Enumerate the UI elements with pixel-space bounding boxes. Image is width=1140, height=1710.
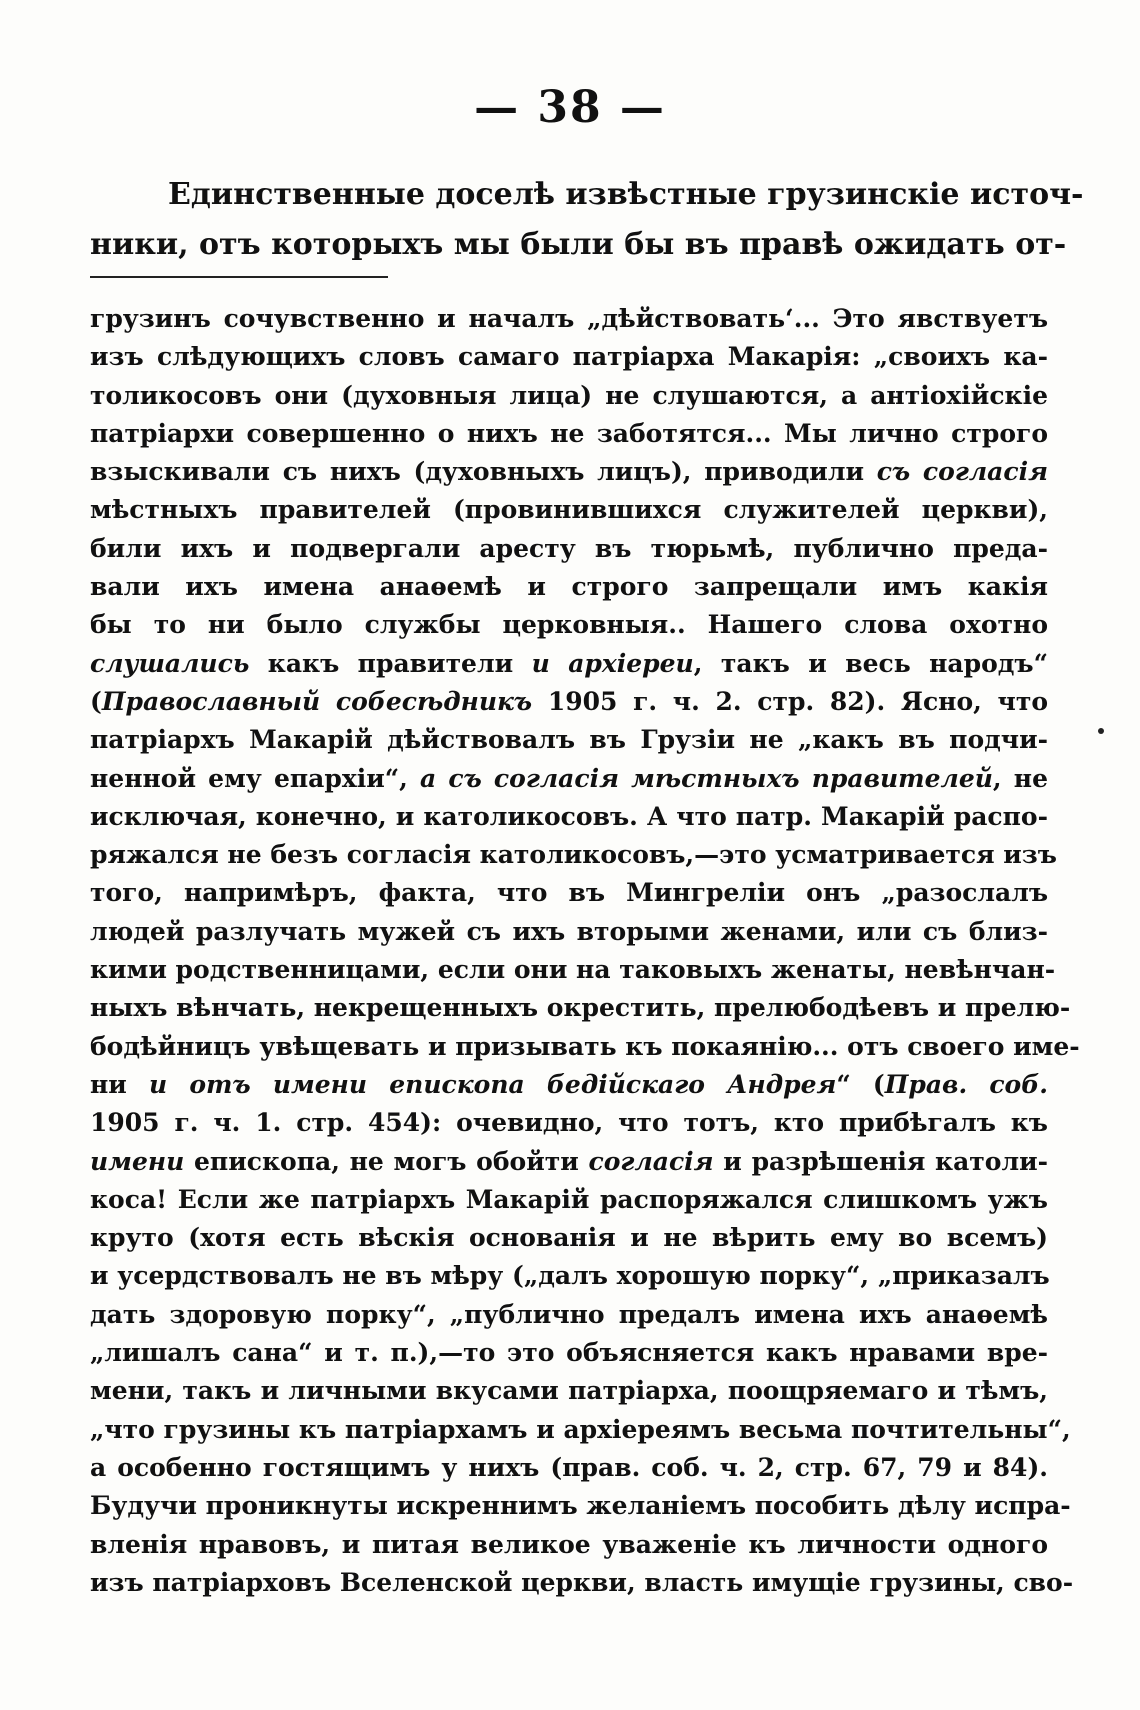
text-run: и усердствовалъ не въ мѣру („далъ хорошую порку“, „приказалъ <box>90 1261 1050 1291</box>
text-run: , не <box>992 763 1048 793</box>
text-line <box>90 989 1071 1027</box>
text-line <box>90 1066 1048 1104</box>
text-line <box>90 338 1048 376</box>
text-run: и разрѣшенія католи- <box>713 1146 1048 1176</box>
text-run: грузинъ сочувственно и началъ „дѣйствовать‘... Это явствуетъ <box>90 304 1048 333</box>
text-line <box>90 1526 1048 1564</box>
text-run: ныхъ вѣнчать, некрещенныхъ окрестить, прелюбодѣевъ и прелю- <box>90 993 1071 1023</box>
text-line <box>90 606 1048 644</box>
text-line <box>90 874 1048 912</box>
text-run: изъ слѣдующихъ словъ самаго патріарха Макарія: „своихъ ка- <box>90 342 1048 372</box>
text-line <box>90 1296 1048 1334</box>
text-line <box>90 1143 1048 1181</box>
text-line <box>90 1104 1048 1142</box>
text-line <box>90 760 1048 798</box>
body-text <box>90 300 1080 1602</box>
page-number: — 38 — <box>474 82 666 133</box>
italic-run: съ согласія <box>876 457 1048 487</box>
text-run: ( <box>90 686 102 716</box>
text-line <box>90 913 1048 951</box>
text-line <box>90 951 1056 989</box>
text-line <box>90 1564 1074 1602</box>
italic-run: согласія <box>588 1146 714 1176</box>
text-line <box>90 721 1048 759</box>
text-run: а особенно гостящимъ у нихъ (прав. соб. ч. 2, стр. 67, 79 и 84). <box>90 1452 1048 1482</box>
text-run: того, напримѣръ, факта, что въ Мингреліи онъ „разослалъ <box>90 878 1048 908</box>
text-line <box>90 1449 1048 1487</box>
text-run: вали ихъ имена анаѳемѣ и строго запрещали имъ какія <box>90 572 1048 602</box>
text-line <box>90 1372 1048 1410</box>
text-run: „лишалъ сана“ и т. п.),—то это объясняется какъ нравами вре- <box>90 1338 1048 1368</box>
text-run: 1905 г. ч. 2. стр. 82). Ясно, что <box>532 686 1049 716</box>
italic-run: а съ согласія мѣстныхъ правителей <box>420 763 993 793</box>
text-run: вленія нравовъ, и питая великое уваженіе къ личности одного <box>90 1529 1048 1559</box>
text-line <box>90 300 1048 338</box>
italic-run: и отъ имени епископа бедійскаго Андрея <box>149 1069 837 1099</box>
text-run: патріархи совершенно о нихъ не заботятся... Мы лично строго <box>90 418 1048 448</box>
text-line <box>90 1219 1048 1257</box>
text-line <box>90 530 1048 568</box>
italic-run: и архіереи <box>531 648 694 678</box>
italic-run: слушались <box>90 648 250 678</box>
text-run: епископа, не могъ обойти <box>184 1146 589 1176</box>
text-run: 1905 г. ч. 1. стр. 454): очевидно, что тотъ, кто прибѣгалъ къ <box>90 1108 1048 1138</box>
text-line <box>90 1411 1071 1449</box>
italic-run: Православный собесѣдникъ <box>101 686 533 716</box>
text-line <box>90 377 1048 415</box>
text-line <box>90 1181 1048 1219</box>
text-run: изъ патріарховъ Вселенской церкви, власть имущіе грузины, сво- <box>90 1567 1074 1597</box>
footnote-divider <box>90 276 388 278</box>
text-run: кими родственницами, если они на таковыхъ женаты, невѣнчан- <box>90 955 1056 985</box>
text-run: исключая, конечно, и католикосовъ. А что патр. Макарій распо- <box>90 801 1048 831</box>
text-run: били ихъ и подвергали аресту въ тюрьмѣ, публично преда- <box>90 533 1048 563</box>
text-line <box>90 798 1048 836</box>
text-run: Будучи проникнуты искреннимъ желаніемъ пособить дѣлу испра- <box>90 1491 1071 1521</box>
italic-run: имени <box>90 1146 185 1176</box>
text-run: коса! Если же патріархъ Макарій распоряжался слишкомъ ужъ <box>90 1184 1048 1214</box>
text-run: взыскивали съ нихъ (духовныхъ лицъ), приводили <box>90 457 877 487</box>
margin-mark <box>1098 728 1104 734</box>
footnote-lead-heading <box>90 170 1084 270</box>
text-line <box>90 415 1048 453</box>
text-run: какъ правители <box>249 648 532 678</box>
text-line <box>90 491 1048 529</box>
text-line <box>90 683 1048 721</box>
text-run: толикосовъ они (духовныя лица) не слушаются, а антіохійскіе <box>90 380 1048 410</box>
text-line <box>90 1257 1048 1295</box>
text-line <box>90 1028 1080 1066</box>
heading-line: Единственные доселѣ извѣстные грузинскіе источ- <box>168 177 1084 212</box>
text-run: „что грузины къ патріархамъ и архіереямъ весьма почтительны“, <box>90 1414 1071 1444</box>
text-line <box>90 645 1048 683</box>
text-run: ни <box>90 1069 150 1099</box>
text-run: “ ( <box>836 1069 885 1099</box>
text-run: людей разлучать мужей съ ихъ вторыми женами, или съ близ- <box>90 916 1048 946</box>
heading-line: ники, отъ которыхъ мы были бы въ правѣ ожидать от- <box>90 227 1067 262</box>
text-run: мени, такъ и личными вкусами патріарха, поощряемаго и тѣмъ, <box>90 1376 1048 1406</box>
text-line <box>90 1487 1071 1525</box>
text-line <box>90 836 1057 874</box>
text-line <box>90 568 1048 606</box>
text-run: бодѣйницъ увѣщевать и призывать къ покаянію... отъ своего име- <box>90 1031 1080 1061</box>
text-run: , такъ и весь народъ“ <box>693 648 1048 678</box>
italic-run: Прав. соб. <box>884 1069 1048 1099</box>
text-run: ряжался не безъ согласія католикосовъ,—это усматривается изъ <box>90 840 1057 870</box>
text-run: круто (хотя есть вѣскія основанія и не вѣрить ему во всемъ) <box>90 1223 1048 1253</box>
text-run: ненной ему епархіи“, <box>90 763 421 793</box>
text-run: бы то ни было службы церковныя.. Нашего слова охотно <box>90 610 1048 640</box>
text-run: дать здоровую порку“, „публично предалъ имена ихъ анаѳемѣ <box>90 1299 1048 1329</box>
text-run: мѣстныхъ правителей (провинившихся служителей церкви), <box>90 495 1048 525</box>
text-run: патріархъ Макарій дѣйствовалъ въ Грузіи не „какъ въ подчи- <box>90 725 1048 755</box>
text-line <box>90 1334 1048 1372</box>
text-line <box>90 453 1048 491</box>
